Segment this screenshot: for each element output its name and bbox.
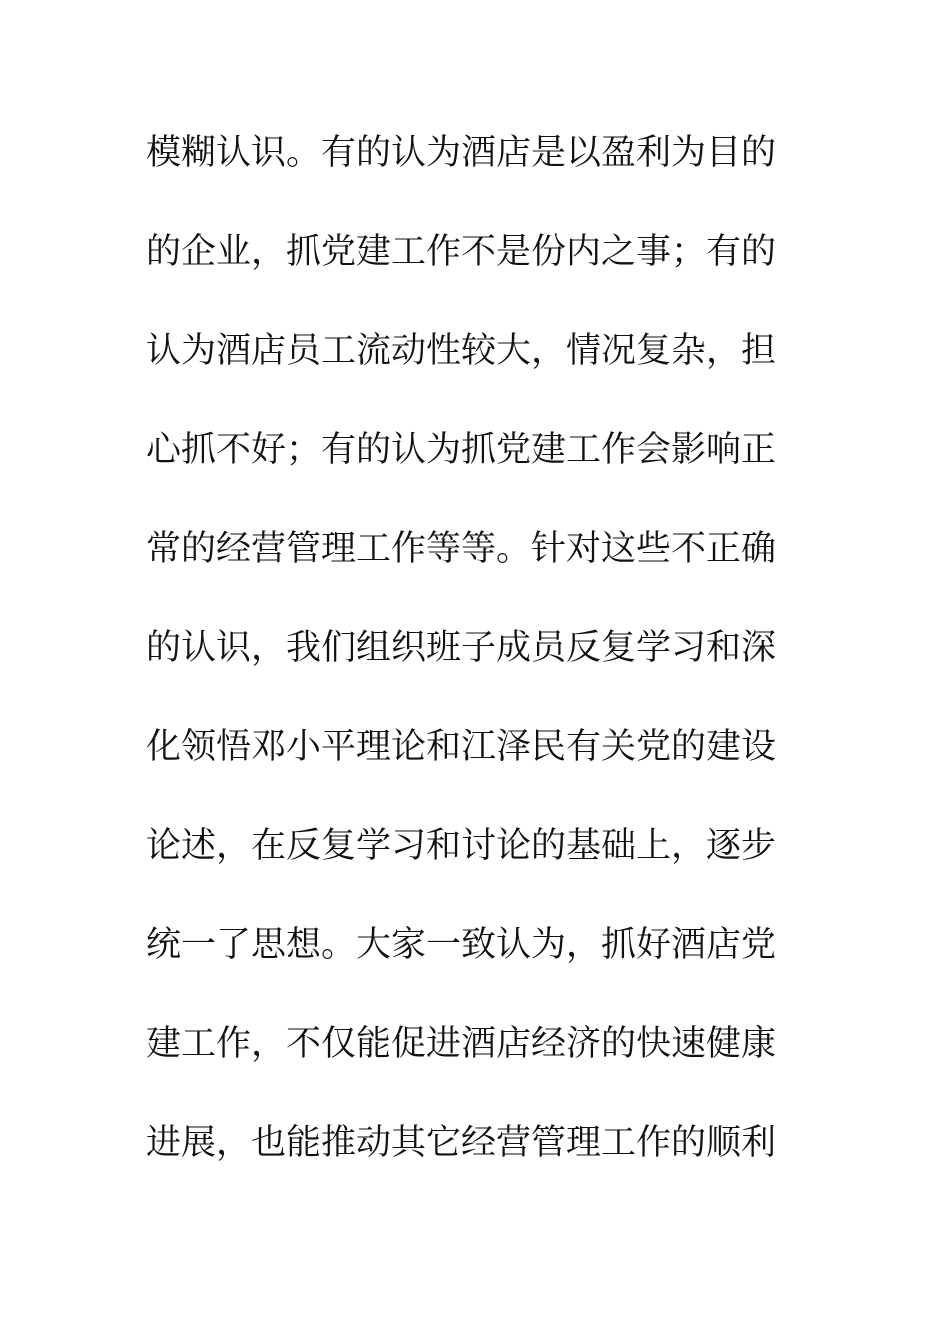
text-line: 论述，在反复学习和讨论的基础上，逐步 bbox=[146, 826, 777, 866]
text-line: 化领悟邓小平理论和江泽民有关党的建设 bbox=[146, 727, 777, 767]
text-line: 统一了思想。大家一致认为，抓好酒店党 bbox=[146, 925, 777, 965]
text-line: 的企业，抓党建工作不是份内之事；有的 bbox=[146, 232, 777, 272]
text-line: 进展，也能推动其它经营管理工作的顺利 bbox=[146, 1123, 777, 1163]
text-line: 的认识，我们组织班子成员反复学习和深 bbox=[146, 628, 777, 668]
text-line: 建工作，不仅能促进酒店经济的快速健康 bbox=[146, 1024, 777, 1064]
text-line: 认为酒店员工流动性较大，情况复杂，担 bbox=[146, 331, 777, 371]
text-line: 常的经营管理工作等等。针对这些不正确 bbox=[146, 529, 777, 569]
body-text bbox=[146, 121, 786, 1210]
text-line: 模糊认识。有的认为酒店是以盈利为目的 bbox=[146, 133, 777, 173]
text-line: 心抓不好；有的认为抓党建工作会影响正 bbox=[146, 430, 777, 470]
